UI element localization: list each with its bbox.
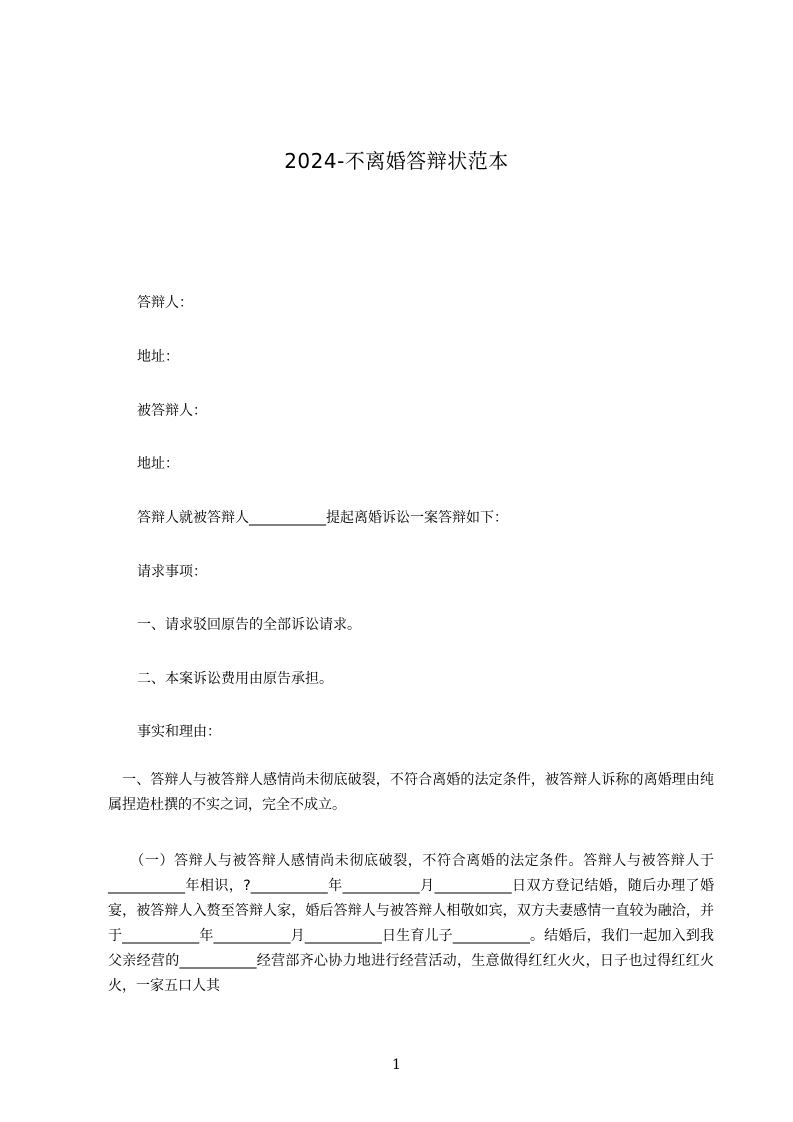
plaintiff-address-label: 地址： [137,456,179,472]
document-title: 2024-不离婚答辩状范本 [284,149,509,173]
respondent-address-label: 地址： [137,349,179,365]
reason-paragraph-2: （一）答辩人与被答辩人感情尚未彻底破裂，不符合离婚的法定条件。答辩人与被答辩人于___________年相识，?___________年___________月___________日双方登记结婚，随后办理了婚宴，被答辩人入赘至答辩人家，婚后答辩人与被答辩人相敬如宾，双方夫妻感情一直较为融洽，并于___________年___________月___________日生育儿子___________。结婚后，我们一起加入到我父亲经营的___________经营部齐心协力地进行经营活动，生意做得红红火火，日子也过得红红火火，一家五口人其 [108,853,714,994]
claim-item-2: 二、本案诉讼费用由原告承担。 [137,671,333,687]
claims-heading: 请求事项： [137,564,207,580]
respondent-label: 答辩人： [137,295,193,311]
page-number: 1 [392,1057,401,1073]
defense-intro: 答辩人就被答辩人___________提起离婚诉讼一案答辩如下： [137,510,508,526]
reason-paragraph-1: 一、答辩人与被答辩人感情尚未彻底破裂，不符合离婚的法定条件，被答辩人诉称的离婚理由纯属捏造杜撰的不实之词，完全不成立。 [108,772,714,813]
facts-heading: 事实和理由： [137,724,221,740]
plaintiff-label: 被答辩人： [137,403,207,419]
claim-item-1: 一、请求驳回原告的全部诉讼请求。 [137,617,361,633]
